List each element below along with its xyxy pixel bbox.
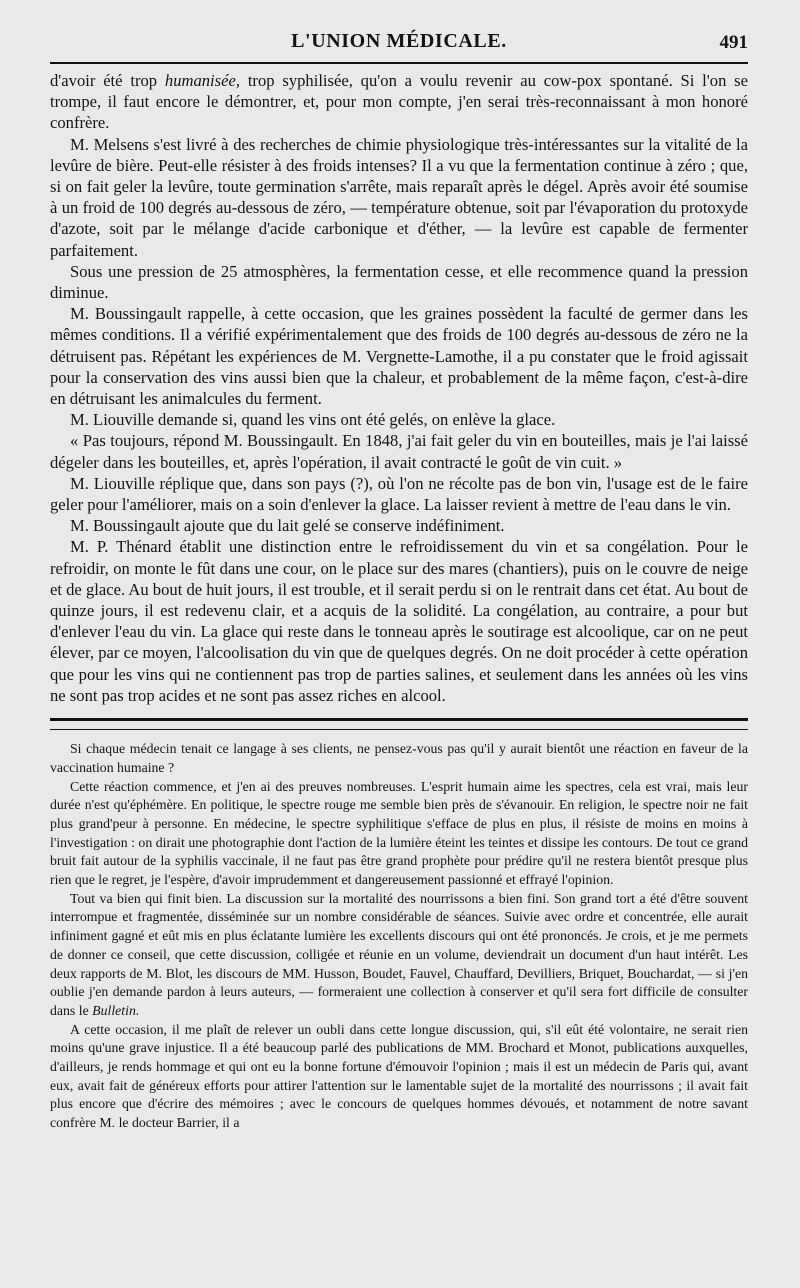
- paragraph: [50, 890, 748, 1021]
- paragraph: M. Boussingault rappelle, à cette occasion, que les graines possèdent la faculté de germer dans les mêmes conditions. Il a vérifié expérimentalement que des froids de 100 degrés au-dessous de zéro ne la détruisent pas. Répétant les expériences de M. Vergnette-Lamothe, il a pu constater que le froid agissait pour la conservation des vins aussi bien que la chaleur, et probablement de la même façon, c'est-à-dire en détruisant les animalcules du ferment.: [50, 304, 748, 409]
- journal-title: L'UNION MÉDICALE.: [291, 30, 507, 52]
- paragraph: M. Boussingault ajoute que du lait gelé se conserve indéfiniment.: [70, 516, 505, 536]
- italic-text: Bulletin.: [92, 1002, 140, 1018]
- text-span: d'avoir été trop: [50, 71, 165, 90]
- paragraph: M. Liouville demande si, quand les vins ont été gelés, on enlève la glace.: [70, 410, 556, 430]
- feuilleton-text: [50, 740, 748, 1133]
- paragraph: « Pas toujours, répond M. Boussingault. En 1848, j'ai fait geler du vin en bouteilles, mais je l'ai laissé dégeler dans les bouteilles, et, après l'opération, il avait contracté le goût de vin cuit. »: [50, 431, 748, 472]
- section-rule: [50, 718, 748, 721]
- paragraph: Cette réaction commence, et j'en ai des preuves nombreuses. L'esprit humain aime les spectres, cela est vrai, mais leur durée n'est qu'éphémère. En politique, le spectre rouge me semble bien près de s'évanouir. En religion, le spectre noir ne fait plus grand'peur à personne. En médecine, le spectre syphilitique s'efface de plus en plus, il résiste de moins en moins à l'investigation : on dirait une photographie dont l'action de la lumière éteint les teintes et dissipe les contours. De tout ce grand bruit fait autour de la syphilis vaccinale, il ne faut pas être grand prophète pour prédire qu'il ne restera bientôt presque plus rien que le regret, je l'espère, d'avoir imprudemment et dangereusement passionné et effrayé l'opinion.: [50, 778, 748, 888]
- italic-text: humanisée,: [164, 71, 241, 90]
- paragraph: M. Melsens s'est livré à des recherches de chimie physiologique très-intéressantes sur la vitalité de la levûre de bière. Peut-elle résister à des froids intenses? Il a vu que la fermentation continue à zéro ; que, si on fait geler la levûre, toute germination s'arrête, mais reparaît après le dégel. Après avoir été soumise à un froid de 100 degrés au-dessous de zéro, — température obtenue, soit par l'évaporation du protoxyde d'azote, soit par le mélange d'acide carbonique et d'éther, — la levûre est capable de fermenter parfaitement.: [50, 134, 748, 260]
- paragraph: M. P. Thénard établit une distinction entre le refroidissement du vin et sa congélation. Pour le refroidir, on monte le fût dans une cour, on le place sur des mares (chantiers), puis on le couvre de neige et de glace. Au bout de huit jours, il est trouble, et il serait perdu si on le rentrait dans cet état. Au bout de quinze jours, il est redevenu clair, et a acquis de la solidité. La congélation, au contraire, a pour but d'enlever l'eau du vin. La glace qui reste dans le tonneau après le soutirage est alcoolique, car on ne peut élever, par ce moyen, l'alcoolisation du vin que de quelques degrés. On ne doit procéder à cette opération que pour les vins qui ne contiennent pas trop de parties salines, et seulement dans les années où les vins ne sont pas trop acides et ne sont pas assez riches en alcool.: [50, 537, 748, 705]
- paragraph: Si chaque médecin tenait ce langage à ses clients, ne pensez-vous pas qu'il y aurait bientôt une réaction en faveur de la vaccination humaine ?: [50, 741, 748, 775]
- header-rule: [50, 62, 748, 64]
- page-number: 491: [719, 32, 748, 53]
- text-span: Tout va bien qui finit bien. La discussion sur la mortalité des nourrissons a bien fini. Son grand tort a été d'être souvent interrompue et fragmentée, disséminée sur un nombre considérable de séances. Suivie avec ordre et concentrée, elle aurait infiniment gagné et eût mis en plus éclatante lumière les excellents discours qui ont été prononcés. Je crois, et je me permets de donner ce conseil, que cette discussion, colligée et réunie en un volume, deviendrait un document d'un haut intérêt. Les deux rapports de M. Blot, les discours de MM. Husson, Boudet, Fauvel, Chauffard, Devilliers, Briquet, Bouchardat, — si j'en oublie j'en demande pardon à leurs auteurs, — formeraient une collection à conserver et qu'il sera fort difficile de consulter dans le: [50, 890, 748, 1018]
- text-span: trop syphilisée, qu'on a voulu revenir au cow-pox spontané. Si l'on se trompe, il faut encore le démontrer, et, pour mon compte, j'en serai très-reconnaissant à mon honoré confrère.: [50, 71, 748, 133]
- main-text: [50, 70, 748, 706]
- paragraph: [50, 70, 748, 134]
- paragraph: A cette occasion, il me plaît de relever un oubli dans cette longue discussion, qui, s'il eût été volontaire, ne serait rien moins qu'une grave injustice. Il a été beaucoup parlé des publications de MM. Brochard et Monot, publications auxquelles, d'ailleurs, je rends hommage et qui ont eu la bonne fortune d'émouvoir l'opinion ; mais il est un médecin de Paris qui, avant eux, avait fait de généreux efforts pour attirer l'attention sur le lamentable sujet de la mortalité des nourrissons ; il avait fait plus encore que d'écrire des mémoires ; avec le concours de quelques hommes dévoués, et notamment de notre savant confrère M. le docteur Barrier, il a: [50, 1021, 748, 1131]
- section-rule-thin: [50, 729, 748, 730]
- paragraph: M. Liouville réplique que, dans son pays (?), où l'on ne récolte pas de bon vin, l'usage est de le faire geler pour l'améliorer, mais on a soin d'enlever la glace. La laisser revient à mettre de l'eau dans le vin.: [50, 473, 748, 515]
- paragraph: Sous une pression de 25 atmosphères, la fermentation cesse, et elle recommence quand la pression diminue.: [50, 261, 748, 303]
- running-header: [50, 0, 748, 62]
